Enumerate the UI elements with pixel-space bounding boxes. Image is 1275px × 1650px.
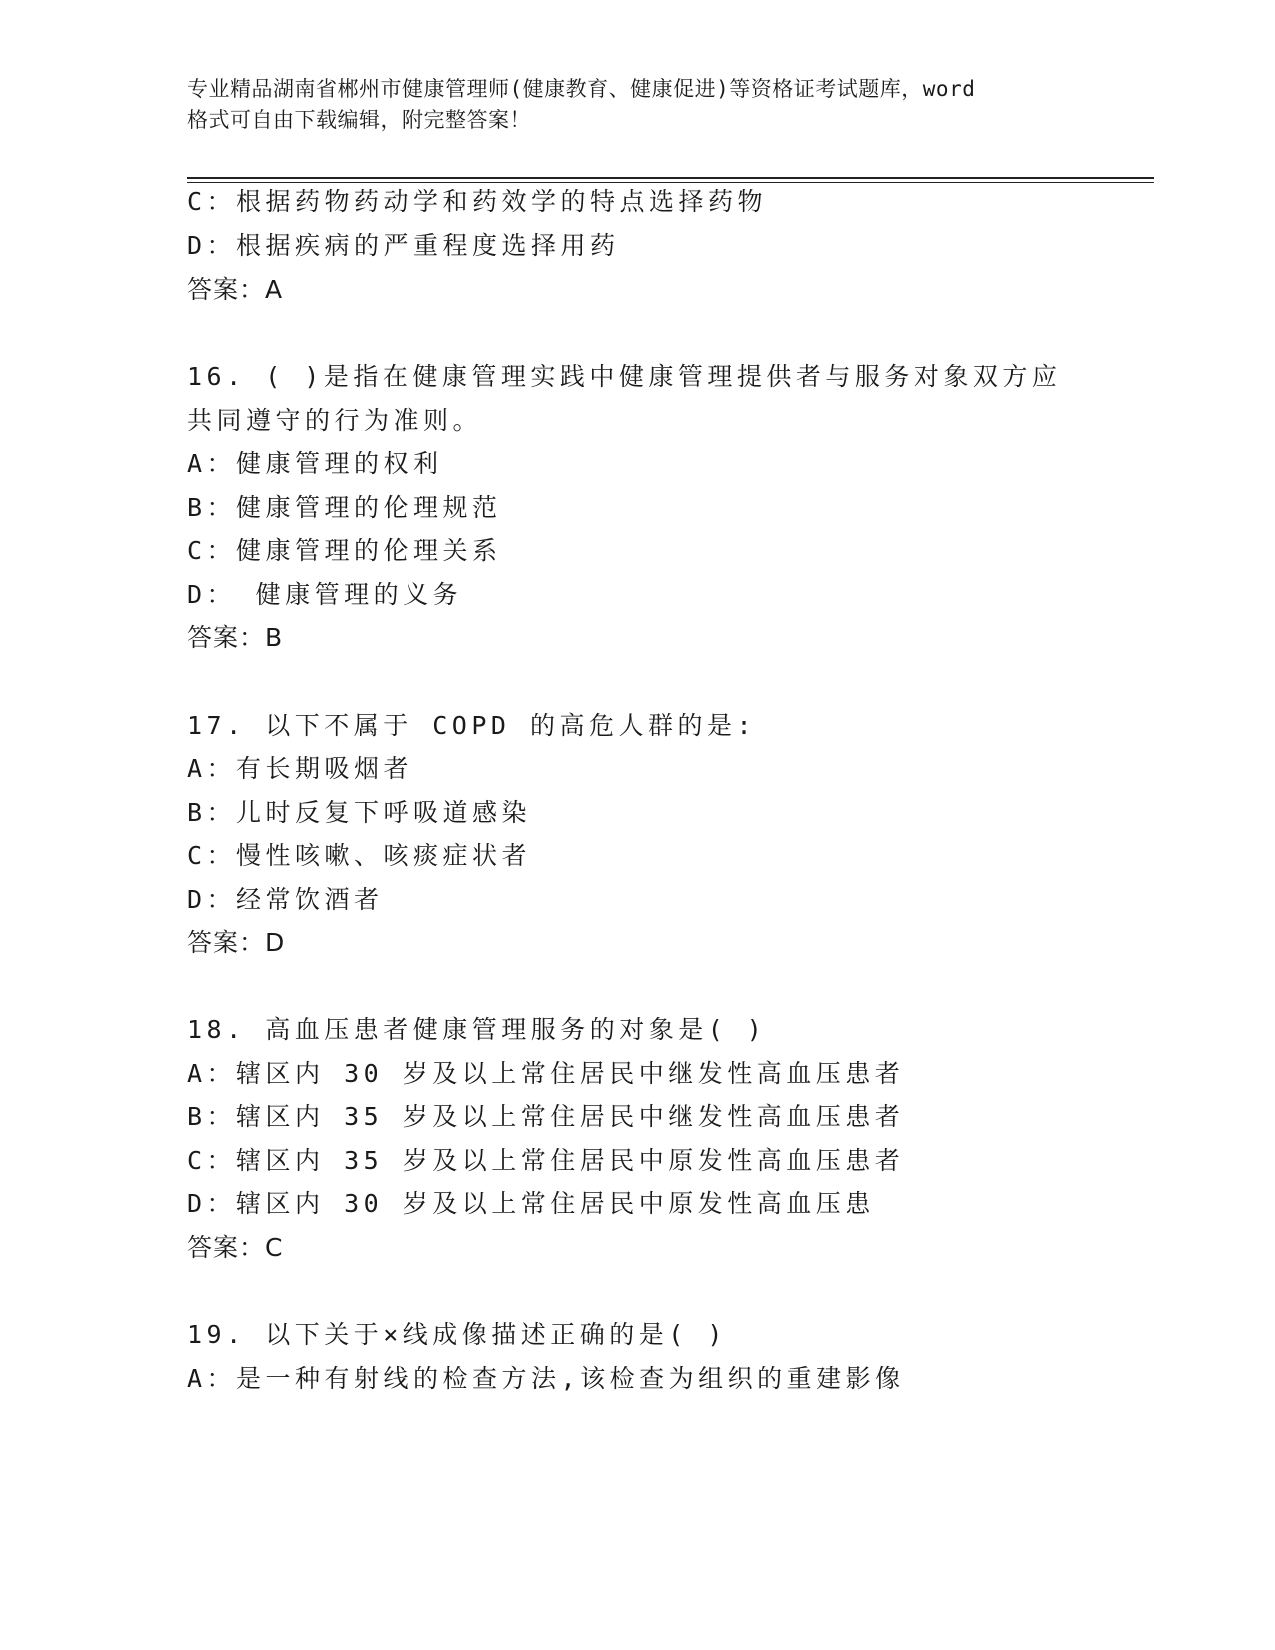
q16-stem-line-2: 共同遵守的行为准则。 <box>187 406 483 435</box>
q16-option-a: A：健康管理的权利 <box>187 449 443 478</box>
q17-option-b: B：儿时反复下呼吸道感染 <box>187 798 532 827</box>
q18-option-d: D：辖区内 30 岁及以上常住居民中原发性高血压患 <box>187 1189 875 1218</box>
header-line-2: 格式可自由下载编辑，附完整答案！ <box>187 108 531 132</box>
q18-stem: 18. 高血压患者健康管理服务的对象是( ) <box>187 1015 767 1044</box>
q17-answer: 答案：D <box>187 928 286 957</box>
q16-option-b: B：健康管理的伦理规范 <box>187 493 502 522</box>
q18-option-a: A：辖区内 30 岁及以上常住居民中继发性高血压患者 <box>187 1059 905 1088</box>
prev-option-c: C：根据药物药动学和药效学的特点选择药物 <box>187 187 768 216</box>
q19-stem: 19. 以下关于×线成像描述正确的是( ) <box>187 1320 727 1349</box>
prev-option-d: D：根据疾病的严重程度选择用药 <box>187 231 620 260</box>
prev-answer: 答案：A <box>187 275 284 304</box>
q16-answer: 答案：B <box>187 623 284 652</box>
q18-answer: 答案：C <box>187 1233 284 1262</box>
q17-option-c: C：慢性咳嗽、咳痰症状者 <box>187 841 532 870</box>
q17-option-a: A：有长期吸烟者 <box>187 754 414 783</box>
q16-option-c: C：健康管理的伦理关系 <box>187 536 502 565</box>
q17-option-d: D：经常饮酒者 <box>187 885 384 914</box>
q17-stem: 17. 以下不属于 COPD 的高危人群的是: <box>187 711 757 740</box>
q16-stem-line-1: 16. ( )是指在健康管理实践中健康管理提供者与服务对象双方应 <box>187 362 1062 391</box>
header-divider-thick <box>187 177 1154 179</box>
q16-option-d: D： 健康管理的义务 <box>187 580 463 609</box>
q18-option-c: C：辖区内 35 岁及以上常住居民中原发性高血压患者 <box>187 1146 905 1175</box>
header-divider-thin <box>187 182 1154 183</box>
q19-option-a: A：是一种有射线的检查方法,该检查为组织的重建影像 <box>187 1364 905 1393</box>
header-line-1: 专业精品湖南省郴州市健康管理师(健康教育、健康促进)等资格证考试题库，word <box>187 77 976 101</box>
q18-option-b: B：辖区内 35 岁及以上常住居民中继发性高血压患者 <box>187 1102 905 1131</box>
document-header <box>187 74 1087 136</box>
